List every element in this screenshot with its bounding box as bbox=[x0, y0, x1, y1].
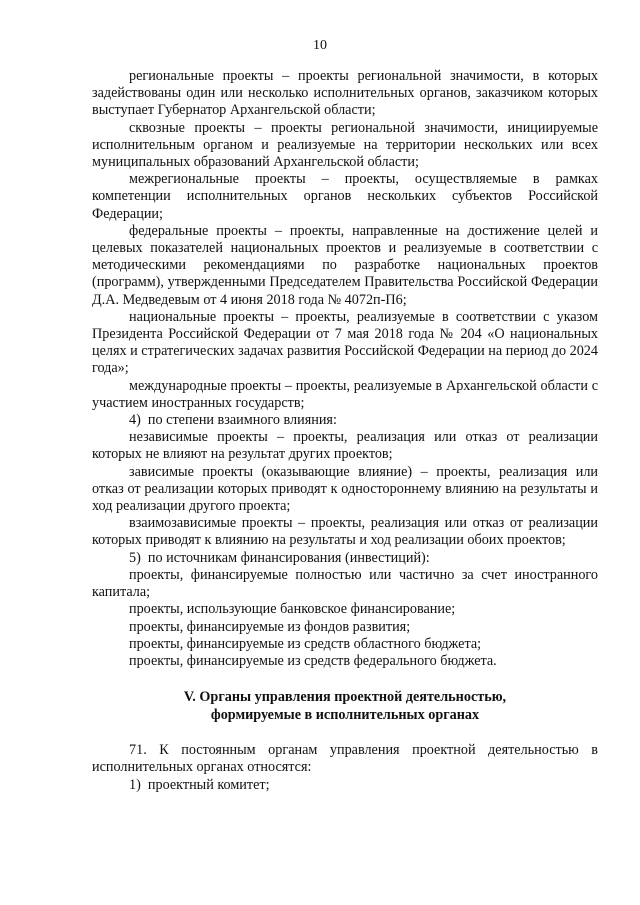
paragraph-interdependent-projects: взаимозависимые проекты – проекты, реализация или отказ от реализации которых приводят к влиянию на результаты и ход реализации обоих проектов; bbox=[92, 515, 598, 549]
page-number: 10 bbox=[313, 38, 327, 53]
section-spacer bbox=[92, 724, 598, 742]
paragraph-foreign-capital-projects: проекты, финансируемые полностью или частично за счет иностранного капитала; bbox=[92, 566, 598, 601]
section-heading bbox=[92, 688, 598, 724]
paragraph-independent-projects: независимые проекты – проекты, реализация или отказ от реализации которых не влияют на результат других проектов; bbox=[92, 429, 598, 463]
paragraph-bank-financing-projects: проекты, использующие банковское финансирование; bbox=[129, 601, 456, 618]
paragraph-regional-budget-projects: проекты, финансируемые из средств областного бюджета; bbox=[129, 635, 482, 652]
list-item-by-funding-sources: 5) по источникам финансирования (инвестиций): bbox=[129, 549, 430, 566]
paragraph-regional-projects: региональные проекты – проекты региональной значимости, в которых задействованы один или несколько исполнительных органов, заказчиком которых выступает Губернатор Архангельской области; bbox=[92, 68, 598, 119]
document-body bbox=[92, 68, 598, 794]
list-item-project-committee: 1) проектный комитет; bbox=[129, 776, 270, 793]
paragraph-federal-projects: федеральные проекты – проекты, направленные на достижение целей и целевых показателей национальных проектов и реализуемые в соответствии с методическими рекомендациями по разработке национальных проектов (программ), утвержденными Председателем Правительства Российской Федерации Д.А. Медведевым от 4 июня 2018 года № 4072п-П6; bbox=[92, 222, 598, 308]
paragraph-development-fund-projects: проекты, финансируемые из фондов развития; bbox=[129, 618, 411, 635]
paragraph-interregional-projects: межрегиональные проекты – проекты, осуществляемые в рамках компетенции исполнительных органов нескольких субъектов Российской Федерации; bbox=[92, 171, 598, 222]
paragraph-cross-cutting-projects: сквозные проекты – проекты региональной значимости, инициируемые исполнительным органом и реализуемые на территории нескольких или всех муниципальных образований Архангельской области; bbox=[92, 119, 598, 171]
paragraph-item-71: 71. К постоянным органам управления проектной деятельностью в исполнительных органах относятся: bbox=[92, 742, 598, 776]
list-item-by-mutual-influence: 4) по степени взаимного влияния: bbox=[129, 412, 337, 429]
paragraph-federal-budget-projects: проекты, финансируемые из средств федерального бюджета. bbox=[129, 652, 497, 669]
section-heading-line-2: формируемые в исполнительных органах bbox=[210, 707, 480, 724]
section-heading-line-1: V. Органы управления проектной деятельностью, bbox=[183, 689, 507, 706]
paragraph-dependent-projects: зависимые проекты (оказывающие влияние) – проекты, реализация или отказ от реализации которых приводят к одностороннему влиянию на результаты и ход реализации другого проекта; bbox=[92, 463, 598, 515]
paragraph-national-projects: национальные проекты – проекты, реализуемые в соответствии с указом Президента Российской Федерации от 7 мая 2018 года № 204 «О национальных целях и стратегических задачах развития Российской Федерации на период до 2024 года»; bbox=[92, 308, 598, 377]
paragraph-international-projects: международные проекты – проекты, реализуемые в Архангельской области с участием иностранных государств; bbox=[92, 377, 598, 411]
